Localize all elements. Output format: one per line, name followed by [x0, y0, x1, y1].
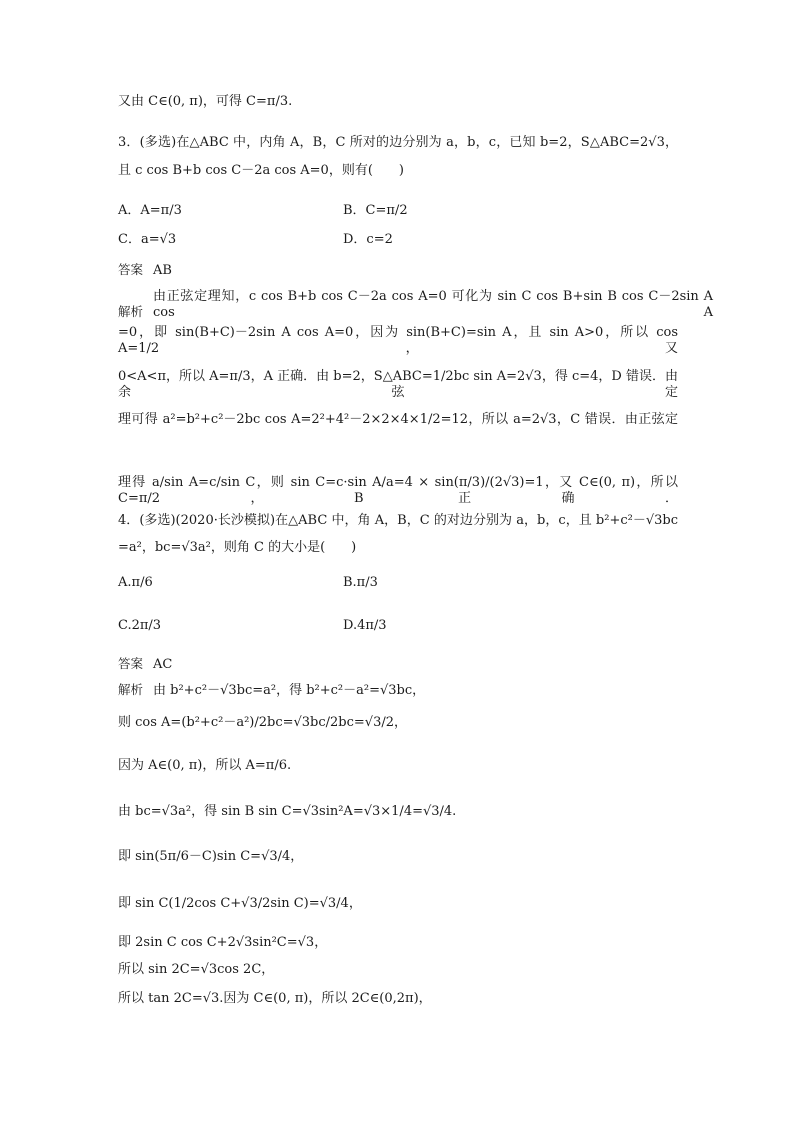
line-text: 理可得 a²=b²+c²－2bc cos A=2²+4²－2×2×4×1/2=12，所以 a=2√3，C 错误．由正弦定	[118, 412, 678, 427]
left-line-17	[118, 715, 407, 731]
left-line-3	[118, 203, 182, 219]
line-text: 即 sin(5π/6－C)sin C=√3/4，	[118, 849, 304, 864]
left-line-4	[118, 232, 176, 248]
line-text: D．c=2	[343, 232, 393, 247]
line-text: AB	[153, 263, 172, 278]
line-text: 由正弦定理知，c cos B+b cos C－2a cos A=0 可化为 sin C cos B+sin B cos C－2sin A cos A	[153, 289, 714, 320]
line-text: 又由 C∈(0, π)，可得 C=π/3.	[118, 94, 293, 109]
left-line-7	[118, 325, 678, 356]
line-text: 理得 a/sin A=c/sin C，则 sin C=c·sin A/a=4 × sin(π/3)/(2√3)=1，又 C∈(0, π)，所以 C=π/2，B 正确．	[118, 475, 678, 506]
line-text: =0，即 sin(B+C)－2sin A cos A=0，因为 sin(B+C)=sin A，且 sin A>0，所以 cos A=1/2，又	[118, 325, 678, 356]
line-text: C.2π/3	[118, 618, 162, 633]
left-line-19	[118, 804, 456, 820]
left-line-0	[118, 94, 292, 110]
left-line-13	[118, 575, 153, 591]
left-line-1	[118, 135, 678, 151]
left-line-22	[118, 935, 327, 951]
line-text: 即 sin C(1/2cos C+√3/2sin C)=√3/4，	[118, 896, 362, 911]
left-line-15	[118, 656, 172, 673]
right-line-1	[343, 232, 393, 248]
line-text: 因为 A∈(0, π)，所以 A=π/6.	[118, 758, 292, 773]
left-line-11	[118, 513, 678, 529]
left-line-21	[118, 896, 362, 912]
left-line-5	[118, 262, 172, 279]
left-line-14	[118, 618, 161, 634]
line-text: 由 b²+c²－√3bc=a²，得 b²+c²－a²=√3bc，	[153, 683, 426, 698]
left-line-23	[118, 962, 274, 978]
section-label: 解析	[118, 682, 144, 697]
left-line-10	[118, 475, 678, 506]
line-text: 所以 sin 2C=√3cos 2C，	[118, 962, 275, 977]
line-text: D.4π/3	[343, 618, 387, 633]
right-line-0	[343, 203, 408, 219]
left-line-20	[118, 849, 303, 865]
line-text: A．A=π/3	[118, 203, 182, 218]
left-line-6	[118, 289, 713, 320]
line-text: C．a=√3	[118, 232, 177, 247]
section-label: 解析	[118, 303, 144, 319]
line-text: AC	[153, 657, 173, 672]
left-line-9	[118, 412, 678, 428]
line-text: 由 bc=√3a²，得 sin B sin C=√3sin²A=√3×1/4=√3/4.	[118, 804, 457, 819]
left-line-12	[118, 540, 356, 556]
left-line-8	[118, 369, 678, 400]
left-line-16	[118, 682, 425, 699]
line-text: =a²，bc=√3a²，则角 C 的大小是( )	[118, 540, 357, 555]
line-text: 0<A<π，所以 A=π/3，A 正确．由 b=2，S△ABC=1/2bc sin A=2√3，得 c=4，D 错误．由余弦定	[118, 369, 678, 400]
line-text: B．C=π/2	[343, 203, 408, 218]
line-text: 所以 tan 2C=√3.因为 C∈(0, π)，所以 2C∈(0,2π)，	[118, 991, 432, 1006]
line-text: 则 cos A=(b²+c²－a²)/2bc=√3bc/2bc=√3/2，	[118, 715, 408, 730]
line-text: B.π/3	[343, 575, 378, 590]
right-line-2	[343, 575, 378, 591]
line-text: 即 2sin C cos C+2√3sin²C=√3，	[118, 935, 328, 950]
right-line-3	[343, 618, 387, 634]
left-line-2	[118, 163, 404, 179]
left-line-24	[118, 991, 432, 1007]
line-text: 4．(多选)(2020·长沙模拟)在△ABC 中，角 A，B，C 的对边分别为 a，b，c，且 b²+c²－√3bc	[118, 513, 678, 528]
left-line-18	[118, 758, 291, 774]
line-text: 3．(多选)在△ABC 中，内角 A，B，C 所对的边分别为 a，b，c，已知 b=2，S△ABC=2√3，	[118, 135, 678, 150]
section-label: 答案	[118, 262, 144, 277]
line-text: 且 c cos B+b cos C－2a cos A=0，则有( )	[118, 163, 404, 178]
section-label: 答案	[118, 656, 144, 671]
line-text: A.π/6	[118, 575, 153, 590]
